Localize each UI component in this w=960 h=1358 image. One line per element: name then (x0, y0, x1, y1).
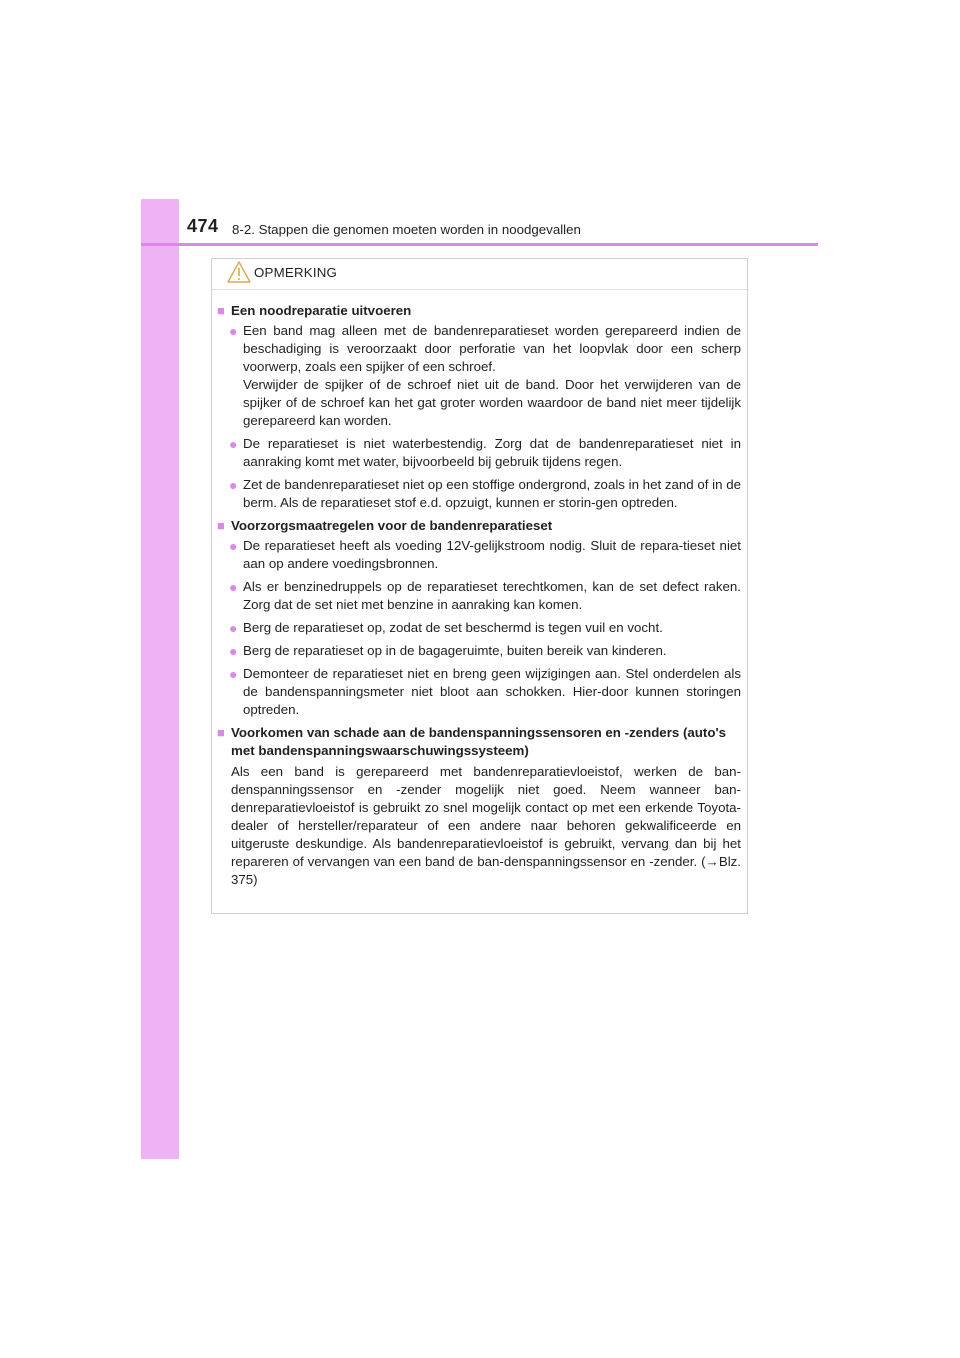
list-item-text: Berg de reparatieset op, zodat de set beschermd is tegen vuil en vocht. (243, 620, 663, 635)
section-heading-text: Voorzorgsmaatregelen voor de bandenreparatieset (231, 518, 553, 533)
section-heading (217, 517, 741, 535)
section-heading-text: Voorkomen van schade aan de bandenspanningssensoren en -zenders (auto's met bandenspanningswaarschuwingssysteem) (231, 725, 727, 758)
header-rule (141, 243, 818, 246)
side-tab-band (141, 199, 179, 1159)
list-item-text (243, 322, 741, 430)
section-heading-text: Een noodreparatie uitvoeren (231, 303, 412, 318)
notice-header (212, 259, 747, 290)
list-item (229, 619, 741, 637)
section-paragraph: Als een band is gerepareerd met bandenreparatievloeistof, werken de ban-denspanningssensor en -zender mogelijk niet goed. Neem wanneer ban-denreparatievloeistof is gebruikt zo snel mogelijk contact op met een erkende Toyota-dealer of hersteller/reparateur of een andere naar behoren gekwalificeerde en uitgeruste deskundige. Als bandenreparatievloeistof is gebruikt, vervang dan bij het repareren of vervangen van een band de ban-denspanningssensor en -zender. (→Blz. 375) (231, 764, 741, 887)
section-heading (217, 724, 741, 760)
notice-box (211, 258, 748, 914)
chapter-title: 8-2. Stappen die genomen moeten worden in noodgevallen (232, 222, 581, 237)
list-item (229, 537, 741, 573)
notice-title: OPMERKING (254, 265, 338, 280)
list-item (229, 322, 741, 430)
list-item-text: Zet de bandenreparatieset niet op een stoffige ondergrond, zoals in het zand of in de berm. Als de reparatieset stof e.d. opzuigt, kunnen er storin-gen optreden. (243, 477, 742, 510)
round-bullet-icon: ● (229, 323, 238, 339)
section-heading (217, 302, 741, 320)
list-item-text: De reparatieset is niet waterbestendig. Zorg dat de bandenreparatieset niet in aanraking komt met water, bijvoorbeeld bij gebruik tijdens regen. (243, 436, 741, 469)
list-item (229, 476, 741, 512)
round-bullet-icon: ● (229, 579, 238, 595)
list-item-line: Verwijder de spijker of de schroef niet uit de band. Door het verwijderen van de spijker of de schroef kan het gat groter worden waardoor de band niet meer tijdelijk gerepareerd kan worden. (243, 377, 741, 428)
warning-triangle-icon (226, 260, 252, 284)
list-item-text: Berg de reparatieset op in de bagageruimte, buiten bereik van kinderen. (243, 643, 667, 658)
list-item (229, 578, 741, 614)
list-item (229, 665, 741, 719)
round-bullet-icon: ● (229, 477, 238, 493)
square-bullet-icon: ■ (217, 725, 225, 740)
square-bullet-icon: ■ (217, 518, 225, 533)
list-item-text: Demonteer de reparatieset niet en breng geen wijzigingen aan. Stel onderdelen als de bandenspanningsmeter niet bloot aan schokken. Hier-door kunnen storingen optreden. (243, 666, 741, 717)
round-bullet-icon: ● (229, 666, 238, 682)
round-bullet-icon: ● (229, 643, 238, 659)
list-item-line: Een band mag alleen met de bandenreparatieset worden gerepareerd indien de beschadiging is veroorzaakt door perforatie van het loopvlak door een scherp voorwerp, zoals een spijker of een schroef. (243, 323, 741, 374)
square-bullet-icon: ■ (217, 303, 225, 318)
page-number: 474 (187, 216, 219, 236)
round-bullet-icon: ● (229, 620, 238, 636)
list-item-text: Als er benzinedruppels op de reparatieset terechtkomen, kan de set defect raken. Zorg dat de set niet met benzine in aanraking kan komen. (243, 579, 741, 612)
notice-body (212, 290, 747, 889)
round-bullet-icon: ● (229, 436, 238, 452)
list-item (229, 642, 741, 660)
list-item-text: De reparatieset heeft als voeding 12V-gelijkstroom nodig. Sluit de repara-tieset niet aan op andere voedingsbronnen. (243, 538, 741, 571)
list-item (229, 435, 741, 471)
round-bullet-icon: ● (229, 538, 238, 554)
